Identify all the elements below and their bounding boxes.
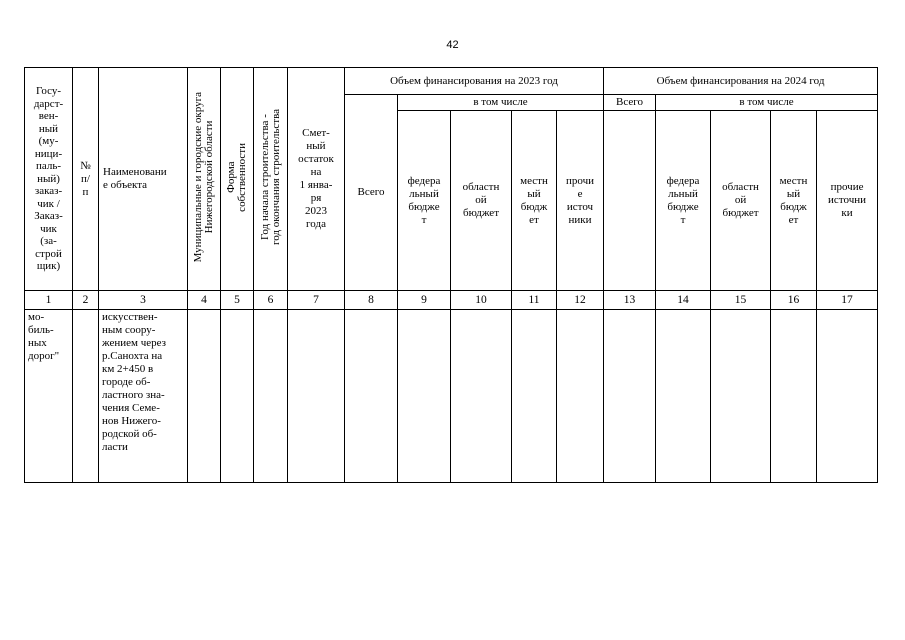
column-number: 4 [188, 291, 221, 310]
header-2023-federal: федера льный бюдже т [398, 111, 451, 291]
row-cell [817, 310, 878, 483]
header-financing-2023: Объем финансирования на 2023 год [345, 68, 604, 95]
header-2024-total: Всего [604, 95, 656, 111]
page-number: 42 [446, 39, 459, 51]
header-2024-federal: федера льный бюдже т [656, 111, 711, 291]
column-number: 8 [345, 291, 398, 310]
column-number: 12 [557, 291, 604, 310]
column-number: 15 [711, 291, 771, 310]
header-ownership-form: Форма собственности [221, 68, 254, 291]
header-estimated-remainder: Смет- ный остаток на 1 янва- ря 2023 года [288, 68, 345, 291]
column-number: 3 [99, 291, 188, 310]
column-number: 17 [817, 291, 878, 310]
row-cell [345, 310, 398, 483]
header-construction-years: Год начала строительства - год окончания строительства [254, 68, 288, 291]
column-number-row [25, 291, 878, 310]
header-2023-total: Всего [345, 95, 398, 291]
header-num: № п/ п [73, 68, 99, 291]
row-cell [188, 310, 221, 483]
row-cell [288, 310, 345, 483]
row-cell [656, 310, 711, 483]
header-2024-other: прочие источни ки [817, 111, 878, 291]
column-number: 6 [254, 291, 288, 310]
header-2024-regional: областн ой бюджет [711, 111, 771, 291]
row-cell [711, 310, 771, 483]
column-number: 11 [512, 291, 557, 310]
financing-table [24, 67, 878, 483]
header-2024-total-blank [604, 111, 656, 291]
row-cell [771, 310, 817, 483]
column-number: 9 [398, 291, 451, 310]
header-municipal-districts: Муниципальные и городские округа Нижегородской области [188, 68, 221, 291]
row-cell [73, 310, 99, 483]
row-cell [221, 310, 254, 483]
row-customer: мо- биль- ных дорог" [25, 310, 73, 483]
column-number: 7 [288, 291, 345, 310]
header-2023-other: прочи е источ ники [557, 111, 604, 291]
column-number: 2 [73, 291, 99, 310]
header-2023-including: в том числе [398, 95, 604, 111]
header-2024-local: местн ый бюдж ет [771, 111, 817, 291]
header-object-name: Наименовани е объекта [99, 68, 188, 291]
row-cell [398, 310, 451, 483]
header-2023-regional: областн ой бюджет [451, 111, 512, 291]
row-cell [604, 310, 656, 483]
column-number: 16 [771, 291, 817, 310]
header-customer: Госу- дарст- вен- ный (му- ници- паль- ный) заказ- чик / Заказ- чик (за- строй щик) [25, 68, 73, 291]
column-number: 13 [604, 291, 656, 310]
header-2024-including: в том числе [656, 95, 878, 111]
header-2023-local: местн ый бюдж ет [512, 111, 557, 291]
column-number: 1 [25, 291, 73, 310]
row-cell [451, 310, 512, 483]
row-cell [254, 310, 288, 483]
row-cell [512, 310, 557, 483]
table-row [25, 310, 878, 483]
row-object-name: искусствен- ным соору- жением через р.Санохта на км 2+450 в городе об- ластного зна- чения Семе- нов Нижего- родской об- ласти [99, 310, 188, 483]
column-number: 14 [656, 291, 711, 310]
column-number: 5 [221, 291, 254, 310]
header-financing-2024: Объем финансирования на 2024 год [604, 68, 878, 95]
column-number: 10 [451, 291, 512, 310]
row-cell [557, 310, 604, 483]
